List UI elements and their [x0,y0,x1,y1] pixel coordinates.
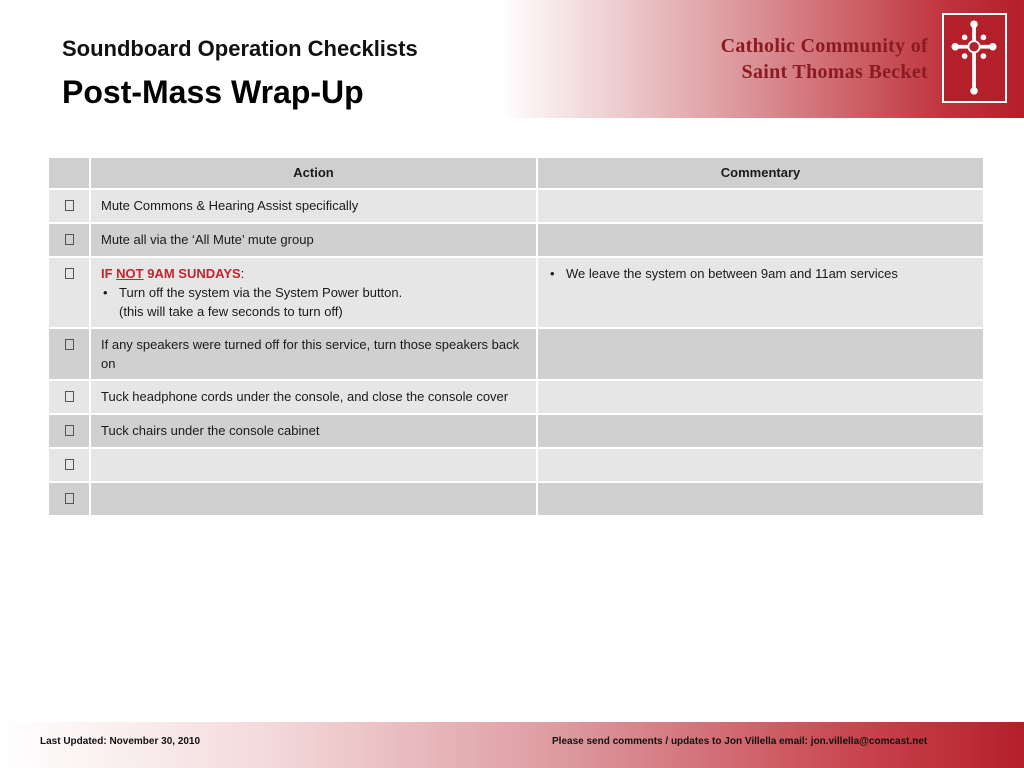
action-cell [90,448,537,482]
checkbox-icon[interactable] [65,425,74,436]
action-bullet: • Turn off the system via the System Power button. [101,283,526,302]
checkbox-icon[interactable] [65,459,74,470]
commentary-cell [537,380,984,414]
warning-prefix: IF [101,266,117,281]
commentary-cell [537,328,984,380]
page-title: Post-Mass Wrap-Up [62,74,364,110]
checkbox-icon[interactable] [65,493,74,504]
check-cell [48,223,90,257]
warning-emphasis [116,266,143,281]
table-row [48,380,984,414]
commentary-bullet: • We leave the system on between 9am and 11am services [548,264,973,283]
org-name-line2: Saint Thomas Becket [741,61,928,83]
org-name-line1: Catholic Community of [720,35,928,57]
checkbox-icon[interactable] [65,268,74,279]
footer-last-updated: Last Updated: November 30, 2010 [40,736,201,747]
header-check-column [48,157,90,189]
warning-colon: : [240,266,245,281]
commentary-cell [537,257,984,328]
table-row [48,448,984,482]
commentary-cell [537,482,984,516]
check-cell [48,414,90,448]
action-note: (this will take a few seconds to turn off) [119,304,343,319]
action-cell: Mute all via the ‘All Mute’ mute group [90,223,537,257]
action-cell: If any speakers were turned off for this service, turn those speakers back on [90,328,537,380]
commentary-cell [537,189,984,223]
commentary-cell [537,448,984,482]
commentary-cell [537,223,984,257]
table-header-row [48,157,984,189]
action-cell: Tuck headphone cords under the console, and close the console cover [90,380,537,414]
table-row [48,257,984,328]
page-subtitle: Soundboard Operation Checklists [62,36,418,61]
checkbox-icon[interactable] [65,391,74,402]
checkbox-icon[interactable] [65,200,74,211]
checkbox-icon[interactable] [65,339,74,350]
organization-name [721,33,928,85]
action-bullet-list [101,283,526,302]
header-action: Action [90,157,537,189]
action-cell: Mute Commons & Hearing Assist specifically [90,189,537,223]
warning-suffix: 9AM SUNDAYS [143,266,241,281]
table-row [48,414,984,448]
checkbox-icon[interactable] [65,234,74,245]
header-commentary: Commentary [537,157,984,189]
table-row [48,189,984,223]
action-cell [90,482,537,516]
commentary-cell [537,414,984,448]
check-cell [48,448,90,482]
table-row [48,223,984,257]
cross-logo-icon [942,13,1007,103]
cross-logo-graphic [944,15,1005,101]
commentary-bullet-list [548,264,973,283]
check-cell [48,482,90,516]
warning-line [101,264,526,283]
check-cell [48,257,90,328]
checklist-table [47,156,985,517]
action-cell: Tuck chairs under the console cabinet [90,414,537,448]
warning-emphasis-text: NOT [116,266,144,281]
check-cell [48,189,90,223]
check-cell [48,328,90,380]
action-cell [90,257,537,328]
table-row [48,328,984,380]
footer-contact: Please send comments / updates to Jon Villella email: jon.villella@comcast.net [552,736,928,747]
table-row [48,482,984,516]
check-cell [48,380,90,414]
